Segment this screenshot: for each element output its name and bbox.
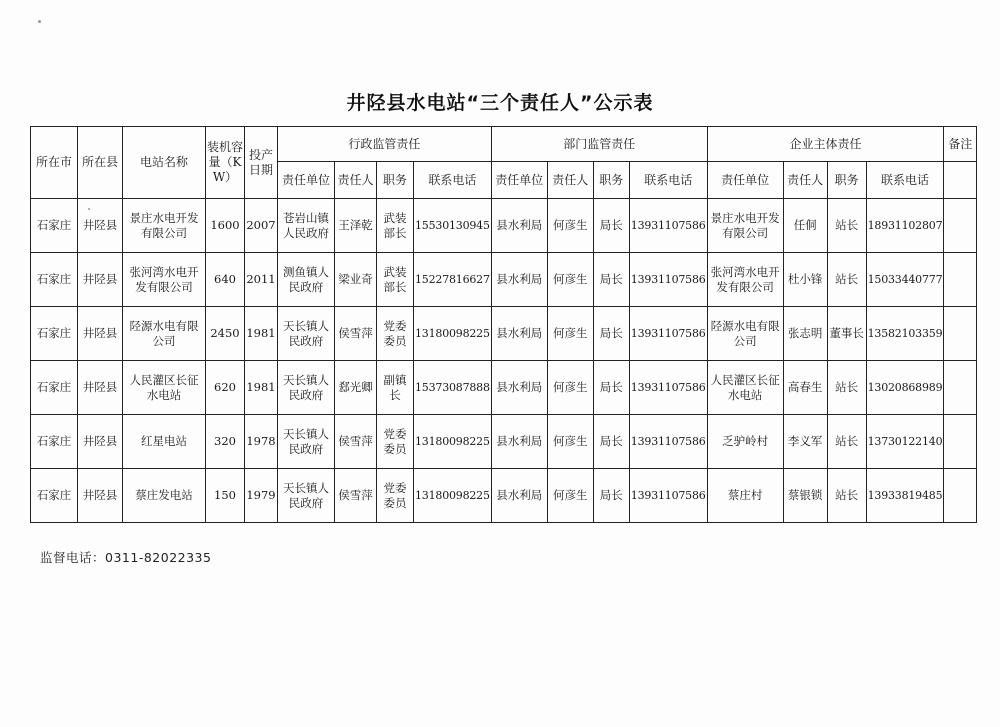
cell-ent-position: 站长 <box>827 469 866 523</box>
cell-ent-unit: 蔡庄村 <box>707 469 783 523</box>
cell-dept-phone: 13931107586 <box>629 253 707 307</box>
cell-dept-position: 局长 <box>593 415 629 469</box>
cell-admin-phone: 15373087888 <box>414 361 492 415</box>
cell-dept-phone: 13931107586 <box>629 415 707 469</box>
cell-admin-person: 王泽乾 <box>335 199 377 253</box>
cell-ent-unit: 陉源水电有限公司 <box>707 307 783 361</box>
cell-county: 井陉县 <box>78 361 123 415</box>
table-row <box>31 307 977 361</box>
cell-year: 1981 <box>245 307 278 361</box>
cell-admin-person: 侯雪萍 <box>335 469 377 523</box>
cell-admin-phone: 13180098225 <box>414 469 492 523</box>
table-row <box>31 253 977 307</box>
cell-dept-unit: 县水利局 <box>491 469 547 523</box>
cell-dept-unit: 县水利局 <box>491 361 547 415</box>
cell-dept-phone: 13931107586 <box>629 469 707 523</box>
cell-admin-phone: 13180098225 <box>414 307 492 361</box>
cell-city: 石家庄 <box>31 415 78 469</box>
cell-admin-phone: 15227816627 <box>414 253 492 307</box>
cell-dept-position: 局长 <box>593 307 629 361</box>
hotline-number: 0311-82022335 <box>105 550 212 565</box>
cell-ent-unit: 景庄水电开发有限公司 <box>707 199 783 253</box>
header-county: 所在县 <box>78 127 123 199</box>
cell-remarks <box>944 253 977 307</box>
cell-ent-unit: 乏驴岭村 <box>707 415 783 469</box>
cell-county: 井陉县 <box>78 307 123 361</box>
cell-ent-phone: 13730122140 <box>866 415 944 469</box>
cell-city: 石家庄 <box>31 469 78 523</box>
cell-city: 石家庄 <box>31 307 78 361</box>
header-capacity: 装机容量（KW） <box>206 127 245 199</box>
document-title: 井陉县水电站“三个责任人”公示表 <box>346 92 654 114</box>
cell-dept-phone: 13931107586 <box>629 307 707 361</box>
header-admin-position: 职务 <box>377 162 414 199</box>
cell-admin-phone: 13180098225 <box>414 415 492 469</box>
cell-dept-person: 何彦生 <box>547 361 593 415</box>
cell-dept-unit: 县水利局 <box>491 199 547 253</box>
cell-admin-phone: 15530130945 <box>414 199 492 253</box>
cell-remarks <box>944 307 977 361</box>
cell-dept-position: 局长 <box>593 361 629 415</box>
cell-station: 人民灌区长征水电站 <box>123 361 206 415</box>
cell-dept-phone: 13931107586 <box>629 361 707 415</box>
cell-ent-position: 站长 <box>827 361 866 415</box>
cell-year: 2011 <box>245 253 278 307</box>
cell-admin-unit: 天长镇人民政府 <box>278 361 335 415</box>
cell-dept-person: 何彦生 <box>547 307 593 361</box>
cell-county: 井陉县 <box>78 253 123 307</box>
cell-ent-person: 杜小锋 <box>783 253 827 307</box>
cell-remarks <box>944 415 977 469</box>
cell-dept-person: 何彦生 <box>547 253 593 307</box>
cell-county: 井陉县 <box>78 469 123 523</box>
table-body <box>31 199 977 523</box>
cell-station: 陉源水电有限公司 <box>123 307 206 361</box>
table-row <box>31 469 977 523</box>
cell-capacity: 320 <box>206 415 245 469</box>
cell-ent-person: 蔡银锁 <box>783 469 827 523</box>
cell-admin-position: 副镇长 <box>377 361 414 415</box>
header-station-name: 电站名称 <box>123 127 206 199</box>
header-admin-group: 行政监管责任 <box>278 127 492 162</box>
cell-ent-phone: 13020868989 <box>866 361 944 415</box>
cell-admin-unit: 天长镇人民政府 <box>278 307 335 361</box>
scan-speck <box>88 208 90 210</box>
cell-remarks <box>944 469 977 523</box>
cell-dept-unit: 县水利局 <box>491 415 547 469</box>
header-remarks: 备注 <box>944 127 977 162</box>
cell-city: 石家庄 <box>31 253 78 307</box>
header-dept-position: 职务 <box>593 162 629 199</box>
cell-ent-unit: 人民灌区长征水电站 <box>707 361 783 415</box>
cell-capacity: 150 <box>206 469 245 523</box>
supervision-hotline <box>40 548 211 566</box>
cell-county: 井陉县 <box>78 199 123 253</box>
cell-admin-position: 武装部长 <box>377 199 414 253</box>
header-row-top <box>31 127 977 162</box>
header-admin-phone: 联系电话 <box>414 162 492 199</box>
cell-station: 张河湾水电开发有限公司 <box>123 253 206 307</box>
cell-ent-phone: 13582103359 <box>866 307 944 361</box>
cell-dept-person: 何彦生 <box>547 415 593 469</box>
cell-dept-position: 局长 <box>593 253 629 307</box>
header-ent-unit: 责任单位 <box>707 162 783 199</box>
cell-ent-unit: 张河湾水电开发有限公司 <box>707 253 783 307</box>
cell-ent-position: 站长 <box>827 415 866 469</box>
cell-admin-position: 武装部长 <box>377 253 414 307</box>
cell-dept-position: 局长 <box>593 469 629 523</box>
cell-dept-unit: 县水利局 <box>491 253 547 307</box>
cell-admin-position: 党委委员 <box>377 307 414 361</box>
header-remarks-blank <box>944 162 977 199</box>
header-ent-position: 职务 <box>827 162 866 199</box>
hotline-label: 监督电话： <box>40 550 106 565</box>
cell-year: 1978 <box>245 415 278 469</box>
cell-remarks <box>944 361 977 415</box>
cell-admin-person: 郄光卿 <box>335 361 377 415</box>
cell-remarks <box>944 199 977 253</box>
cell-dept-position: 局长 <box>593 199 629 253</box>
cell-city: 石家庄 <box>31 361 78 415</box>
cell-ent-phone: 18931102807 <box>866 199 944 253</box>
cell-dept-phone: 13931107586 <box>629 199 707 253</box>
cell-admin-person: 梁业奇 <box>335 253 377 307</box>
header-dept-group: 部门监管责任 <box>491 127 707 162</box>
cell-city: 石家庄 <box>31 199 78 253</box>
header-ent-person: 责任人 <box>783 162 827 199</box>
table-row <box>31 199 977 253</box>
cell-year: 1979 <box>245 469 278 523</box>
cell-admin-unit: 天长镇人民政府 <box>278 469 335 523</box>
cell-county: 井陉县 <box>78 415 123 469</box>
cell-ent-phone: 13933819485 <box>866 469 944 523</box>
cell-capacity: 640 <box>206 253 245 307</box>
cell-dept-unit: 县水利局 <box>491 307 547 361</box>
cell-ent-person: 高春生 <box>783 361 827 415</box>
cell-dept-person: 何彦生 <box>547 199 593 253</box>
cell-admin-position: 党委委员 <box>377 469 414 523</box>
table-row <box>31 415 977 469</box>
header-enterprise-group: 企业主体责任 <box>707 127 944 162</box>
cell-ent-phone: 15033440777 <box>866 253 944 307</box>
cell-station: 景庄水电开发有限公司 <box>123 199 206 253</box>
cell-capacity: 1600 <box>206 199 245 253</box>
cell-capacity: 2450 <box>206 307 245 361</box>
cell-ent-position: 董事长 <box>827 307 866 361</box>
header-admin-person: 责任人 <box>335 162 377 199</box>
header-dept-person: 责任人 <box>547 162 593 199</box>
cell-ent-person: 张志明 <box>783 307 827 361</box>
cell-station: 蔡庄发电站 <box>123 469 206 523</box>
cell-year: 1981 <box>245 361 278 415</box>
cell-admin-unit: 测鱼镇人民政府 <box>278 253 335 307</box>
header-admin-unit: 责任单位 <box>278 162 335 199</box>
cell-admin-person: 侯雪萍 <box>335 307 377 361</box>
header-city: 所在市 <box>31 127 78 199</box>
cell-admin-unit: 天长镇人民政府 <box>278 415 335 469</box>
cell-admin-unit: 苍岩山镇人民政府 <box>278 199 335 253</box>
cell-ent-person: 任侗 <box>783 199 827 253</box>
cell-ent-position: 站长 <box>827 253 866 307</box>
header-dept-phone: 联系电话 <box>629 162 707 199</box>
cell-ent-position: 站长 <box>827 199 866 253</box>
cell-admin-position: 党委委员 <box>377 415 414 469</box>
cell-admin-person: 侯雪萍 <box>335 415 377 469</box>
header-dept-unit: 责任单位 <box>491 162 547 199</box>
table-row <box>31 361 977 415</box>
header-ent-phone: 联系电话 <box>866 162 944 199</box>
cell-station: 红星电站 <box>123 415 206 469</box>
cell-dept-person: 何彦生 <box>547 469 593 523</box>
cell-year: 2007 <box>245 199 278 253</box>
header-year: 投产日期 <box>245 127 278 199</box>
responsibility-table <box>30 126 977 523</box>
cell-capacity: 620 <box>206 361 245 415</box>
cell-ent-person: 李义军 <box>783 415 827 469</box>
scan-speck <box>38 20 41 23</box>
